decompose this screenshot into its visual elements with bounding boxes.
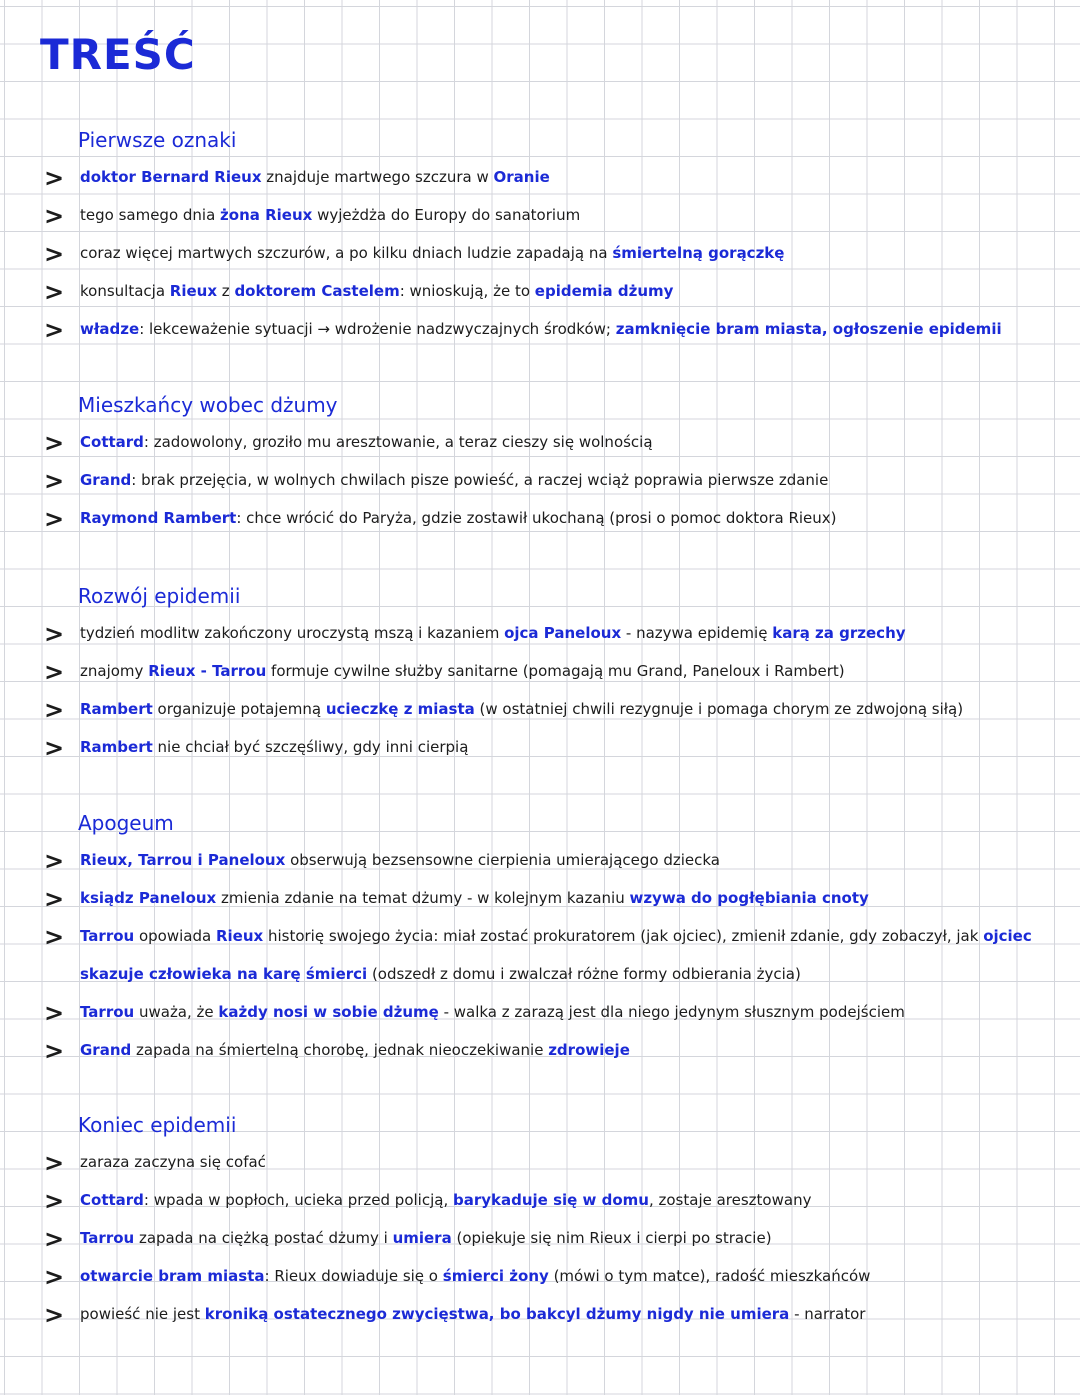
highlighted-text: Tarrou	[80, 1229, 135, 1247]
plain-text: - narrator	[789, 1305, 866, 1323]
plain-text: tydzień modlitw zakończony uroczystą mszą i kazaniem	[80, 624, 505, 642]
list-item-text	[80, 1219, 1040, 1257]
section-items	[0, 164, 1080, 354]
highlighted-text: Grand	[80, 471, 132, 489]
plain-text: : wpada w popłoch, ucieka przed policją,	[143, 1191, 453, 1209]
section-heading: Rozwój epidemii	[78, 584, 241, 608]
plain-text: : chce wrócić do Paryża, gdzie zostawił ukochaną (prosi o pomoc doktora Rieux)	[236, 509, 837, 527]
highlighted-text: władze	[80, 320, 140, 338]
chevron-right-icon: >	[44, 467, 65, 495]
plain-text: znajduje martwego szczura w	[261, 168, 494, 186]
list-item	[0, 734, 1080, 772]
plain-text: zmienia zdanie na temat dżumy - w kolejnym kazaniu	[216, 889, 630, 907]
highlighted-text: umiera	[392, 1229, 452, 1247]
plain-text: (w ostatniej chwili rezygnuje i pomaga chorym ze zdwojoną siłą)	[474, 700, 964, 718]
highlighted-text: Rieux	[215, 927, 264, 945]
highlighted-text: żona Rieux	[220, 206, 313, 224]
list-item	[0, 923, 1080, 999]
highlighted-text: Raymond Rambert	[80, 509, 237, 527]
plain-text: (mówi o tym matce), radość mieszkańców	[548, 1267, 871, 1285]
section-items	[0, 429, 1080, 543]
plain-text: opowiada	[134, 927, 216, 945]
list-item-text	[80, 1031, 1040, 1069]
highlighted-text: Tarrou	[80, 927, 135, 945]
chevron-right-icon: >	[44, 658, 65, 686]
plain-text: , zostaje aresztowany	[648, 1191, 812, 1209]
plain-text: coraz więcej martwych szczurów, a po kilku dniach ludzie zapadają na	[80, 244, 613, 262]
plain-text: : Rieux dowiaduje się o	[264, 1267, 443, 1285]
list-item	[0, 1037, 1080, 1075]
plain-text: formuje cywilne służby sanitarne (pomagają mu Grand, Paneloux i Rambert)	[266, 662, 845, 680]
list-item-text	[80, 461, 1040, 499]
plain-text: powieść nie jest	[80, 1305, 205, 1323]
list-item-text	[80, 993, 1040, 1031]
highlighted-text: Cottard	[80, 1191, 144, 1209]
highlighted-text: ksiądz Paneloux	[80, 889, 217, 907]
plain-text: - walka z zarazą jest dla niego jedynym słusznym podejściem	[438, 1003, 905, 1021]
highlighted-text: doktorem Castelem	[234, 282, 400, 300]
highlighted-text: Tarrou	[80, 1003, 135, 1021]
highlighted-text: epidemia dżumy	[534, 282, 674, 300]
highlighted-text: zdrowieje	[548, 1041, 630, 1059]
chevron-right-icon: >	[44, 885, 65, 913]
list-item	[0, 316, 1080, 354]
plain-text: zapada na ciężką postać dżumy i	[134, 1229, 393, 1247]
plain-text: : brak przejęcia, w wolnych chwilach pisze powieść, a raczej wciąż poprawia pierwsze zdanie	[131, 471, 829, 489]
list-item-text	[80, 196, 1040, 234]
chevron-right-icon: >	[44, 1301, 65, 1329]
list-item-text	[80, 234, 1040, 272]
chevron-right-icon: >	[44, 240, 65, 268]
list-item-text	[80, 499, 1040, 537]
plain-text: uważa, że	[134, 1003, 219, 1021]
highlighted-text: śmierci żony	[442, 1267, 549, 1285]
list-item-text	[80, 423, 1040, 461]
highlighted-text: Rambert	[80, 700, 153, 718]
chevron-right-icon: >	[44, 1225, 65, 1253]
highlighted-text: ojca Paneloux	[504, 624, 622, 642]
highlighted-text: Grand	[80, 1041, 132, 1059]
highlighted-text: Rieux	[169, 282, 218, 300]
list-item-text	[80, 652, 1040, 690]
highlighted-text: doktor Bernard Rieux	[80, 168, 262, 186]
plain-text: zaraza zaczyna się cofać	[80, 1153, 266, 1171]
highlighted-text: ucieczkę z miasta	[325, 700, 475, 718]
section-heading: Apogeum	[78, 811, 174, 835]
highlighted-text: Rieux, Tarrou i Paneloux	[80, 851, 286, 869]
chevron-right-icon: >	[44, 620, 65, 648]
highlighted-text: otwarcie bram miasta	[80, 1267, 265, 1285]
highlighted-text: ojciec skazuje człowieka na karę śmierci	[80, 927, 1032, 983]
list-item-text	[80, 690, 1040, 728]
plain-text: : wnioskują, że to	[399, 282, 535, 300]
plain-text: : lekceważenie sytuacji → wdrożenie nadzwyczajnych środków;	[139, 320, 616, 338]
chevron-right-icon: >	[44, 847, 65, 875]
list-item-text	[80, 841, 1040, 879]
plain-text: wyjeżdża do Europy do sanatorium	[312, 206, 581, 224]
highlighted-text: karą za grzechy	[772, 624, 906, 642]
chevron-right-icon: >	[44, 1187, 65, 1215]
chevron-right-icon: >	[44, 734, 65, 762]
chevron-right-icon: >	[44, 505, 65, 533]
list-item-text	[80, 1257, 1040, 1295]
plain-text: : zadowolony, groziło mu aresztowanie, a teraz cieszy się wolnością	[143, 433, 653, 451]
highlighted-text: kroniką ostatecznego zwycięstwa, bo bakcyl dżumy nigdy nie umiera	[204, 1305, 790, 1323]
chevron-right-icon: >	[44, 202, 65, 230]
chevron-right-icon: >	[44, 429, 65, 457]
list-item-text	[80, 1181, 1040, 1219]
list-item	[0, 505, 1080, 543]
highlighted-text: wzywa do pogłębiania cnoty	[629, 889, 869, 907]
plain-text: konsultacja	[80, 282, 170, 300]
list-item-text	[80, 917, 1040, 993]
chevron-right-icon: >	[44, 1149, 65, 1177]
section-items	[0, 1149, 1080, 1339]
highlighted-text: śmiertelną gorączkę	[612, 244, 785, 262]
list-item	[0, 1301, 1080, 1339]
plain-text: z	[217, 282, 235, 300]
plain-text: - nazywa epidemię	[621, 624, 773, 642]
list-item-text	[80, 1143, 1040, 1181]
list-item-text	[80, 614, 1040, 652]
chevron-right-icon: >	[44, 1263, 65, 1291]
highlighted-text: Cottard	[80, 433, 144, 451]
plain-text: nie chciał być szczęśliwy, gdy inni cierpią	[152, 738, 469, 756]
section-items	[0, 847, 1080, 1075]
page-title: TREŚĆ	[40, 30, 196, 79]
plain-text: tego samego dnia	[80, 206, 221, 224]
list-item-text	[80, 310, 1040, 348]
list-item-text	[80, 1295, 1040, 1333]
plain-text: obserwują bezsensowne cierpienia umierającego dziecka	[285, 851, 721, 869]
list-item-text	[80, 879, 1040, 917]
list-item-text	[80, 728, 1040, 766]
chevron-right-icon: >	[44, 316, 65, 344]
chevron-right-icon: >	[44, 923, 65, 951]
highlighted-text: barykaduje się w domu	[452, 1191, 649, 1209]
chevron-right-icon: >	[44, 164, 65, 192]
section-heading: Mieszkańcy wobec dżumy	[78, 393, 338, 417]
plain-text: znajomy	[80, 662, 149, 680]
chevron-right-icon: >	[44, 1037, 65, 1065]
section-heading: Koniec epidemii	[78, 1113, 237, 1137]
chevron-right-icon: >	[44, 278, 65, 306]
list-item-text	[80, 272, 1040, 310]
highlighted-text: Oranie	[493, 168, 550, 186]
section-items	[0, 620, 1080, 772]
plain-text: (odszedł z domu i zwalczał różne formy odbierania życia)	[367, 965, 801, 983]
plain-text: historię swojego życia: miał zostać prokuratorem (jak ojciec), zmienił zdanie, gdy zobaczył, jak	[263, 927, 984, 945]
section-heading: Pierwsze oznaki	[78, 128, 237, 152]
chevron-right-icon: >	[44, 696, 65, 724]
highlighted-text: zamknięcie bram miasta, ogłoszenie epidemii	[615, 320, 1002, 338]
list-item-text	[80, 158, 1040, 196]
plain-text: organizuje potajemną	[152, 700, 326, 718]
highlighted-text: Rieux - Tarrou	[148, 662, 267, 680]
highlighted-text: każdy nosi w sobie dżumę	[218, 1003, 439, 1021]
highlighted-text: Rambert	[80, 738, 153, 756]
chevron-right-icon: >	[44, 999, 65, 1027]
plain-text: zapada na śmiertelną chorobę, jednak nieoczekiwanie	[131, 1041, 549, 1059]
plain-text: (opiekuje się nim Rieux i cierpi po stracie)	[451, 1229, 772, 1247]
